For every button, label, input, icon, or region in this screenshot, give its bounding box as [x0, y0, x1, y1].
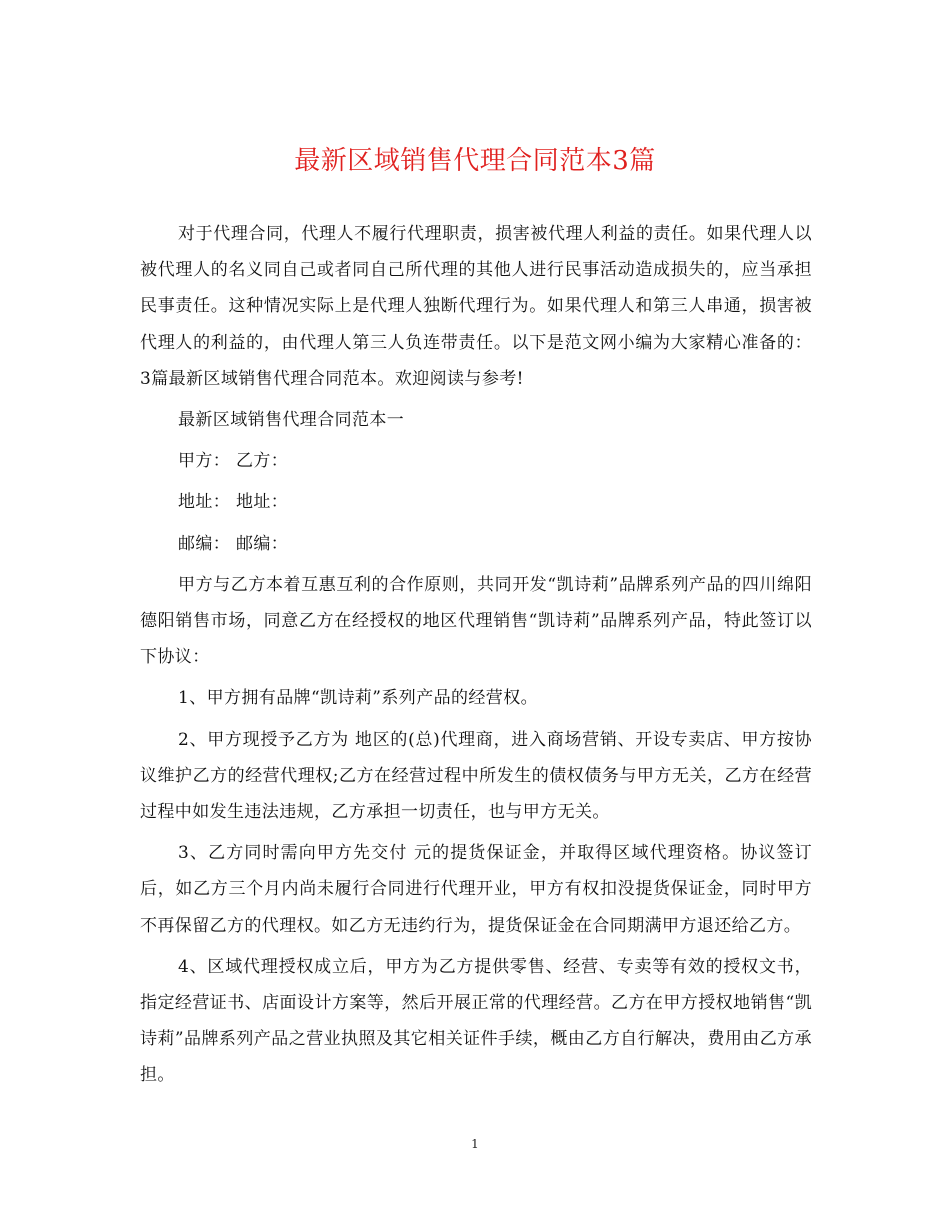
page-number: 1	[471, 1137, 479, 1151]
clause-2: 2、甲方现授予乙方为 地区的(总)代理商，进入商场营销、开设专卖店、甲方按协议维护乙方的经营代理权;乙方在经营过程中所发生的债权债务与甲方无关，乙方在经营过程中如发生违法违规，乙方承担一切责任，也与甲方无关。	[140, 729, 812, 823]
party-line: 甲方： 乙方：	[178, 451, 289, 472]
document-body	[140, 216, 812, 1099]
address-line: 地址： 地址：	[178, 492, 289, 513]
postcode-line: 邮编： 邮编：	[178, 533, 289, 554]
clause-1: 1、甲方拥有品牌“凯诗莉”系列产品的经营权。	[178, 688, 538, 709]
section-heading: 最新区域销售代理合同范本一	[178, 410, 405, 431]
clause-3: 3、乙方同时需向甲方先交付 元的提货保证金，并取得区域代理资格。协议签订后，如乙方三个月内尚未履行合同进行代理开业，甲方有权扣没提货保证金，同时甲方不再保留乙方的代理权。如乙方无违约行为，提货保证金在合同期满甲方退还给乙方。	[140, 843, 812, 936]
clause-4: 4、区域代理授权成立后，甲方为乙方提供零售、经营、专卖等有效的授权文书，指定经营证书、店面设计方案等，然后开展正常的代理经营。乙方在甲方授权地销售“凯诗莉”品牌系列产品之营业执照及其它相关证件手续，概由乙方自行解决，费用由乙方承担。	[140, 956, 812, 1086]
agreement-paragraph: 甲方与乙方本着互惠互利的合作原则，共同开发“凯诗莉”品牌系列产品的四川绵阳德阳销售市场，同意乙方在经授权的地区代理销售“凯诗莉”品牌系列产品，特此签订以下协议：	[140, 574, 812, 668]
intro-paragraph: 对于代理合同，代理人不履行代理职责，损害被代理人利益的责任。如果代理人以被代理人的名义同自己或者同自己所代理的其他人进行民事活动造成损失的，应当承担民事责任。这种情况实际上是代理人独断代理行为。如果代理人和第三人串通，损害被代理人的利益的，由代理人第三人负连带责任。以下是范文网小编为大家精心准备的：3篇最新区域销售代理合同范本。欢迎阅读与参考!	[140, 224, 812, 389]
document-title: 最新区域销售代理合同范本3篇	[294, 146, 656, 176]
